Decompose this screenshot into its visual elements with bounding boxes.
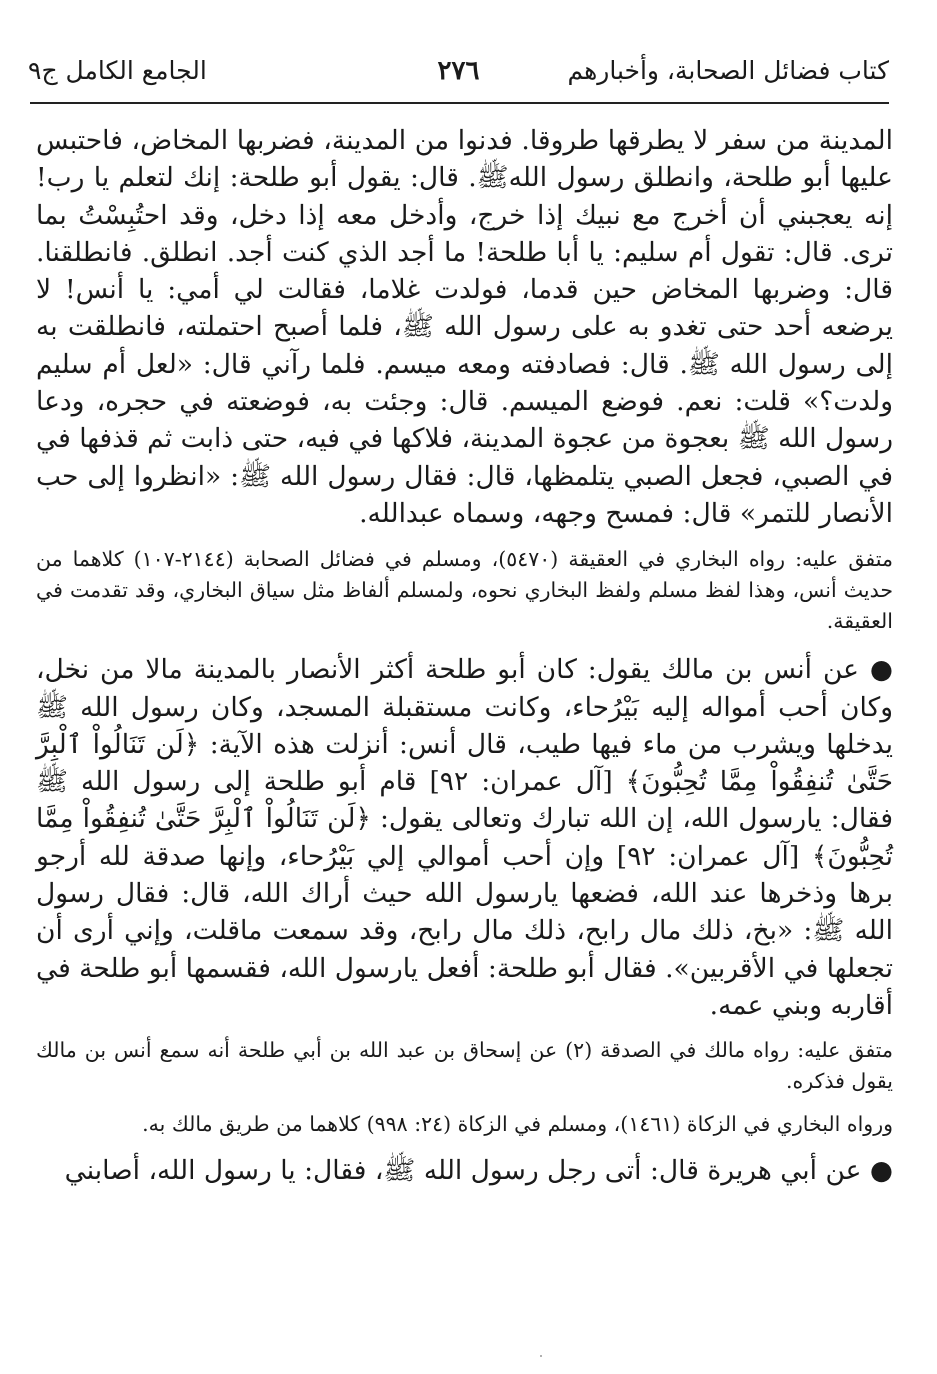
takhrij-note-1: متفق عليه: رواه البخاري في العقيقة (٥٤٧٠)، ومسلم في فضائل الصحابة (٢١٤٤-١٠٧) كلاهما من حديث أنس، وهذا لفظ مسلم ولفظ البخاري نحوه، ولمسلم ألفاظ مثل سياق البخاري، وقد تقدمت في العقيقة.	[36, 547, 893, 634]
takhrij-note-2: متفق عليه: رواه مالك في الصدقة (٢) عن إسحاق بن عبد الله بن أبي طلحة أنه سمع أنس بن مالك يقول فذكره.	[36, 1038, 893, 1094]
page-number: ٢٧٦	[437, 56, 480, 86]
page-body	[36, 122, 893, 1190]
takhrij-note-3: ورواه البخاري في الزكاة (١٤٦١)، ومسلم في الزكاة (٢٤: ٩٩٨) كلاهما من طريق مالك به.	[142, 1112, 893, 1137]
book-title: كتاب فضائل الصحابة، وأخبارهم	[567, 56, 889, 85]
scan-speck	[540, 1355, 542, 1357]
hadith-anas-abu-talha: ● عن أنس بن مالك يقول: كان أبو طلحة أكثر الأنصار بالمدينة مالا من نخل، وكان أحب أمواله إليه بَيْرُحاء، وكانت مستقبلة المسجد، وكان رسول الله ﷺ يدخلها ويشرب من ماء فيها طيب، قال أنس: أنزلت هذه الآية: ﴿لَن تَنَالُواْ ٱلْبِرَّ حَتَّىٰ تُنفِقُواْ مِمَّا تُحِبُّونَ﴾ [آل عمران: ٩٢] قام أبو طلحة إلى رسول الله ﷺ فقال: يارسول الله، إن الله تبارك وتعالى يقول: ﴿لَن تَنَالُواْ ٱلْبِرَّ حَتَّىٰ تُنفِقُواْ مِمَّا تُحِبُّونَ﴾ [آل عمران: ٩٢] وإن أحب أموالي إلي بَيْرُحاء، وإنها صدقة لله أرجو برها وذخرها عند الله، فضعها يارسول الله حيث أراك الله، قال: فقال رسول الله ﷺ: «بخ، ذلك مال رابح، ذلك مال رابح، وقد سمعت ماقلت، وإني أرى أن تجعلها في الأقربين». فقال أبو طلحة: أفعل يارسول الله، فقسمها أبو طلحة في أقاربه وبني عمه.	[36, 654, 893, 1021]
running-header	[28, 56, 889, 104]
hadith-text-continued: المدينة من سفر لا يطرقها طروقا. فدنوا من المدينة، فضربها المخاض، فاحتبس عليها أبو طلحة، وانطلق رسول اللهﷺ. قال: يقول أبو طلحة: إنك لتعلم يا رب! إنه يعجبني أن أخرج مع نبيك إذا خرج، وأدخل معه إذا دخل، وقد احتُبِسْتُ بما ترى. قال: تقول أم سليم: يا أبا طلحة! ما أجد الذي كنت أجد. انطلق. فانطلقنا. قال: وضربها المخاض حين قدما، فولدت غلاما، فقالت لي أمي: يا أنس! لا يرضعه أحد حتى تغدو به على رسول الله ﷺ، فلما أصبح احتملته، فانطلقت به إلى رسول الله ﷺ. قال: فصادفته ومعه ميسم. فلما رآني قال: «لعل أم سليم ولدت؟» قلت: نعم. فوضع الميسم. قال: وجئت به، فوضعته في حجره، ودعا رسول الله ﷺ بعجوة من عجوة المدينة، فلاكها في فيه، حتى ذابت ثم قذفها في في الصبي، فجعل الصبي يتلمظها، قال: فقال رسول الله ﷺ: «انظروا إلى حب الأنصار للتمر» قال: فمسح وجهه، وسماه عبدالله.	[36, 125, 893, 529]
hadith-abu-hurayra-start: ● عن أبي هريرة قال: أتى رجل رسول الله ﷺ، فقال: يا رسول الله، أصابني	[64, 1155, 893, 1187]
volume-label: الجامع الكامل ج٩	[28, 56, 207, 85]
header-divider	[30, 102, 889, 104]
